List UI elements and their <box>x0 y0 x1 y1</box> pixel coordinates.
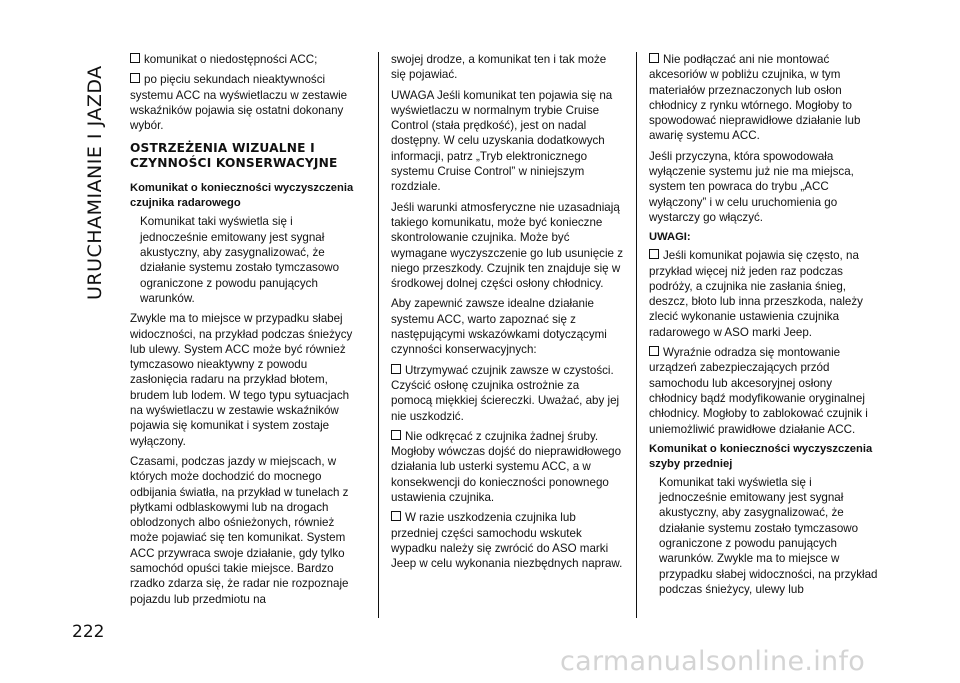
column-divider <box>636 52 637 618</box>
bullet-item: Nie podłączać ani nie montować akcesoriów w pobliżu czujnika, w tym materiałów przeznaczonych lub osłon chłodnicy z rynku wtórnego. Mogłoby to spowodować nieprawidłowe działanie lub awarię systemu ACC. <box>649 53 861 143</box>
checkbox-bullet-icon <box>649 346 659 356</box>
paragraph: Zwykle ma to miejsce w przypadku słabej widoczności, na przykład podczas śnieżycy lub ulewy. System ACC może być również tymczasowo nieaktywny z powodu zasłonięcia radaru na przykład błotem, brudem lub lodem. W tego typu sytuacjach na wyświetlaczu w zestawie wskaźników pojawia się komunikat i system zostaje wyłączony. <box>130 312 353 448</box>
note-paragraph: UWAGA Jeśli komunikat ten pojawia się na wyświetlaczu w normalnym trybie Cruise Control (stała prędkość), jest on nadal dostępny. W celu uzyskania dodatkowych informacji, patrz „Tryb elektronicznego systemu Cruise Control” w niniejszym rozdziale. <box>391 88 613 194</box>
bullet-item: komunikat o niedostępności ACC; <box>130 52 362 67</box>
bullet-item: Wyraźnie odradza się montowanie urządzeń zabezpieczających przód samochodu lub akcesoryjnej osłony chłodnicy bądź modyfikowanie oryginalnej chłodnicy. Mogłoby to zablokować czujnik i uniemożliwić prawidłowe działanie ACC. <box>649 346 868 436</box>
bullet-item: Jeśli komunikat pojawia się często, na przykład więcej niż jeden raz podczas podróży, a czujnika nie zasłania śnieg, deszcz, błoto lub inna przeszkoda, należy zlecić wykonanie ustawienia czujnika radarowego w ASO marki Jeep. <box>649 249 863 339</box>
checkbox-bullet-icon <box>130 73 140 83</box>
column-divider <box>378 52 379 618</box>
checkbox-bullet-icon <box>391 430 401 440</box>
column-2 <box>391 52 623 577</box>
checkbox-bullet-icon <box>391 364 401 374</box>
paragraph: swojej drodze, a komunikat ten i tak może się pojawiać. <box>391 53 607 82</box>
watermark: carmanualsonline.info <box>560 646 866 677</box>
subheading: Komunikat o konieczności wyczyszczenia szyby przedniej <box>649 442 873 470</box>
bullet-item: po pięciu sekundach nieaktywności systemu ACC na wyświetlaczu w zestawie wskaźników pojawia się ostatni dokonany wybór. <box>130 73 348 133</box>
checkbox-bullet-icon <box>649 53 659 63</box>
paragraph: Jeśli przyczyna, która spowodowała wyłączenie systemu już nie ma miejsca, system ten powraca do trybu „ACC wyłączony” i w celu uruchomienia go wystarczy go włączyć. <box>649 149 854 224</box>
column-1 <box>130 52 362 612</box>
section-title: OSTRZEŻENIA WIZUALNE I CZYNNOŚCI KONSERWACYJNE <box>130 141 338 171</box>
paragraph: Komunikat taki wyświetla się i jednocześnie emitowany jest sygnał akustyczny, aby zasygnalizować, że działanie systemu zostało tymczasowo ograniczone z powodu panujących warunków. Zwykle ma to miejsce w przypadku słabej widoczności, na przykład podczas śnieżycy, ulewy lub <box>659 475 878 596</box>
paragraph: Komunikat taki wyświetla się i jednocześnie emitowany jest sygnał akustyczny, aby zasygnalizować, że działanie systemu zostało tymczasowo ograniczone z powodu panujących warunków. <box>140 215 340 305</box>
notes-heading: UWAGI: <box>649 231 691 244</box>
paragraph: Aby zapewnić zawsze idealne działanie systemu ACC, warto zapoznać się z następującymi wskazówkami dotyczącymi czynności konserwacyjnych: <box>391 297 607 357</box>
page-number: 222 <box>72 622 105 642</box>
subheading: Komunikat o konieczności wyczyszczenia czujnika radarowego <box>130 182 354 210</box>
paragraph: Jeśli warunki atmosferyczne nie uzasadniają takiego komunikatu, może być konieczne skontrolowanie czujnika. Może być wymagane wyczyszczenie go lub usunięcie z niego przeszkody. Czujnik ten znajduje się w środkowej dolnej części osłony chłodnicy. <box>391 200 623 291</box>
bullet-item: Utrzymywać czujnik zawsze w czystości. Czyścić osłonę czujnika ostrożnie za pomocą miękkiej ściereczki. Uważać, aby jej nie uszkodzić. <box>391 363 620 423</box>
column-3 <box>649 52 881 602</box>
chapter-title: URUCHAMIANIE I JAZDA <box>84 65 106 300</box>
checkbox-bullet-icon <box>391 511 401 521</box>
bullet-item: W razie uszkodzenia czujnika lub przedniej części samochodu wskutek wypadku należy się zwrócić do ASO marki Jeep w celu wykonania niezbędnych napraw. <box>391 511 623 571</box>
paragraph: Czasami, podczas jazdy w miejscach, w których może dochodzić do mocnego odbijania światła, na przykład w tunelach z płytkami odblaskowymi lub na drogach oblodzonych albo ośnieżonych, również może pojawiać się ten komunikat. System ACC przywraca swoje działanie, gdy tylko samochód opuści takie miejsce. Bardzo rzadko zdarza się, że radar nie rozpoznaje pojazdu lub przedmiotu na <box>130 454 349 606</box>
bullet-item: Nie odkręcać z czujnika żadnej śruby. Mogłoby wówczas dojść do nieprawidłowego działania lub usterki systemu ACC, a w konsekwencji do konieczności ponownego ustawienia czujnika. <box>391 429 622 505</box>
checkbox-bullet-icon <box>649 249 659 259</box>
checkbox-bullet-icon <box>130 53 140 63</box>
